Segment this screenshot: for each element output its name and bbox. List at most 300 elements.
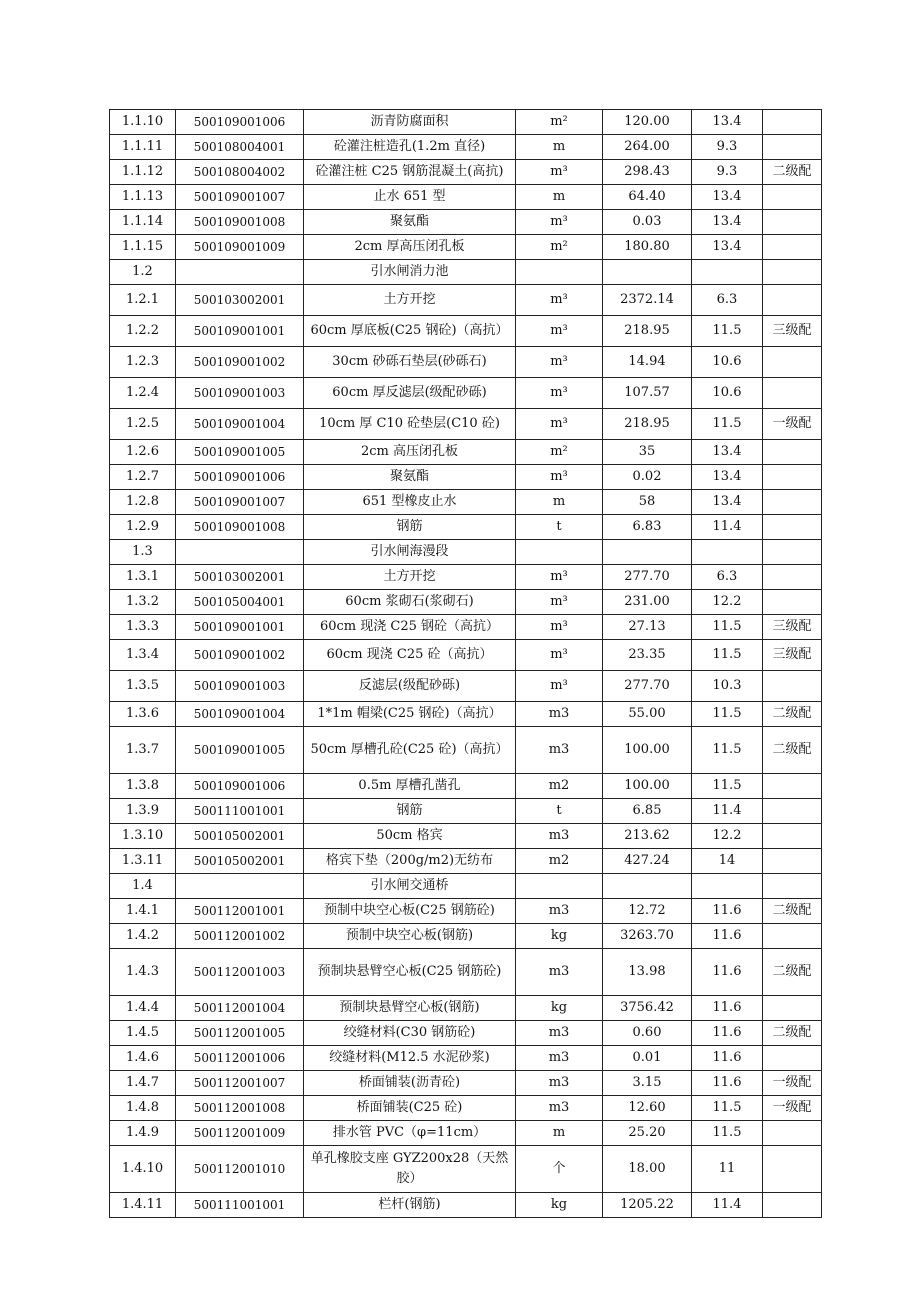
rate-cell: 9.3 [692,135,763,160]
item-code-cell: 500109001003 [176,671,304,702]
table-row [110,409,822,440]
table-row [110,899,822,924]
unit-cell: t [516,799,603,824]
quantity-cell: 14.94 [603,347,692,378]
item-name-cell: 止水 651 型 [304,185,516,210]
note-cell [763,378,822,409]
unit-cell [516,874,603,899]
unit-cell: m³ [516,160,603,185]
rate-cell: 6.3 [692,565,763,590]
item-no-cell: 1.1.11 [110,135,176,160]
table-row [110,774,822,799]
unit-cell: m3 [516,899,603,924]
item-code-cell [176,260,304,285]
note-cell [763,774,822,799]
unit-cell: m3 [516,1071,603,1096]
rate-cell: 13.4 [692,465,763,490]
unit-cell: m³ [516,615,603,640]
item-code-cell: 500108004002 [176,160,304,185]
unit-cell: t [516,515,603,540]
quantity-cell: 0.03 [603,210,692,235]
item-name-cell: 0.5m 厚槽孔凿孔 [304,774,516,799]
item-no-cell: 1.4.5 [110,1021,176,1046]
table-row [110,565,822,590]
quantity-cell: 218.95 [603,409,692,440]
note-cell [763,1193,822,1218]
item-no-cell: 1.3.1 [110,565,176,590]
unit-cell: m3 [516,1046,603,1071]
rate-cell: 11.4 [692,1193,763,1218]
table-row [110,347,822,378]
item-code-cell: 500112001008 [176,1096,304,1121]
item-name-cell: 60cm 厚底板(C25 钢砼)（高抗） [304,316,516,347]
item-no-cell: 1.4.9 [110,1121,176,1146]
unit-cell [516,260,603,285]
quantity-cell: 18.00 [603,1146,692,1193]
unit-cell: m2 [516,774,603,799]
item-name-cell: 绞缝材料(C30 钢筋砼) [304,1021,516,1046]
rate-cell: 10.6 [692,347,763,378]
item-no-cell: 1.4.10 [110,1146,176,1193]
note-cell [763,849,822,874]
item-code-cell: 500109001004 [176,702,304,727]
unit-cell [516,540,603,565]
quantity-cell: 25.20 [603,1121,692,1146]
table-row [110,615,822,640]
table-row [110,440,822,465]
item-name-cell: 引水闸消力池 [304,260,516,285]
item-name-cell: 预制块悬臂空心板(钢筋) [304,996,516,1021]
quantity-cell: 55.00 [603,702,692,727]
item-no-cell: 1.2.9 [110,515,176,540]
item-no-cell: 1.4.1 [110,899,176,924]
item-name-cell: 砼灌注桩造孔(1.2m 直径) [304,135,516,160]
quantity-cell: 277.70 [603,565,692,590]
item-no-cell: 1.2 [110,260,176,285]
rate-cell: 11.6 [692,1071,763,1096]
item-no-cell: 1.1.13 [110,185,176,210]
quantity-cell: 64.40 [603,185,692,210]
item-code-cell: 500105004001 [176,590,304,615]
unit-cell: m³ [516,465,603,490]
item-name-cell: 2cm 高压闭孔板 [304,440,516,465]
table-row [110,1046,822,1071]
item-code-cell: 500109001003 [176,378,304,409]
item-no-cell: 1.3.9 [110,799,176,824]
item-code-cell: 500111001001 [176,1193,304,1218]
quantity-cell: 264.00 [603,135,692,160]
item-code-cell: 500109001006 [176,774,304,799]
rate-cell: 13.4 [692,210,763,235]
item-name-cell: 50cm 厚槽孔砼(C25 砼)（高抗） [304,727,516,774]
item-no-cell: 1.4.2 [110,924,176,949]
unit-cell: m3 [516,727,603,774]
note-cell: 三级配 [763,316,822,347]
item-name-cell: 引水闸海漫段 [304,540,516,565]
note-cell: 一级配 [763,1096,822,1121]
item-name-cell: 引水闸交通桥 [304,874,516,899]
table-row [110,1021,822,1046]
quantity-cell: 2372.14 [603,285,692,316]
item-code-cell: 500103002001 [176,285,304,316]
item-no-cell: 1.4.8 [110,1096,176,1121]
rate-cell: 12.2 [692,590,763,615]
unit-cell: m³ [516,210,603,235]
item-name-cell: 绞缝材料(M12.5 水泥砂浆) [304,1046,516,1071]
item-no-cell: 1.2.6 [110,440,176,465]
unit-cell: m3 [516,1021,603,1046]
item-name-cell: 651 型橡皮止水 [304,490,516,515]
item-name-cell: 2cm 厚高压闭孔板 [304,235,516,260]
unit-cell: m3 [516,949,603,996]
unit-cell: m [516,135,603,160]
note-cell [763,824,822,849]
note-cell [763,590,822,615]
item-code-cell: 500109001004 [176,409,304,440]
table-row [110,316,822,347]
item-no-cell: 1.4.3 [110,949,176,996]
item-code-cell [176,874,304,899]
item-name-cell: 预制中块空心板(C25 钢筋砼) [304,899,516,924]
note-cell [763,440,822,465]
quantity-cell: 231.00 [603,590,692,615]
item-name-cell: 沥青防腐面积 [304,110,516,135]
unit-cell: m³ [516,640,603,671]
rate-cell: 13.4 [692,490,763,515]
item-code-cell: 500109001005 [176,440,304,465]
note-cell [763,185,822,210]
quantity-cell: 6.83 [603,515,692,540]
rate-cell [692,260,763,285]
item-no-cell: 1.1.14 [110,210,176,235]
table-row [110,540,822,565]
item-code-cell: 500112001007 [176,1071,304,1096]
table-body [110,110,822,1218]
quantity-cell: 3756.42 [603,996,692,1021]
quantity-cell: 107.57 [603,378,692,409]
item-no-cell: 1.1.10 [110,110,176,135]
note-cell: 一级配 [763,409,822,440]
unit-cell: m² [516,110,603,135]
item-code-cell: 500112001005 [176,1021,304,1046]
item-name-cell: 10cm 厚 C10 砼垫层(C10 砼) [304,409,516,440]
item-name-cell: 60cm 现浇 C25 钢砼（高抗） [304,615,516,640]
unit-cell: m3 [516,702,603,727]
unit-cell: m [516,490,603,515]
quantity-cell: 12.60 [603,1096,692,1121]
item-no-cell: 1.2.5 [110,409,176,440]
note-cell: 二级配 [763,949,822,996]
item-name-cell: 单孔橡胶支座 GYZ200x28（天然胶） [304,1146,516,1193]
item-no-cell: 1.3.5 [110,671,176,702]
item-no-cell: 1.2.2 [110,316,176,347]
table-row [110,515,822,540]
item-name-cell: 砼灌注桩 C25 钢筋混凝土(高抗) [304,160,516,185]
unit-cell: m³ [516,285,603,316]
rate-cell: 11.5 [692,615,763,640]
item-no-cell: 1.2.7 [110,465,176,490]
quantity-cell: 180.80 [603,235,692,260]
note-cell [763,874,822,899]
item-no-cell: 1.2.4 [110,378,176,409]
table-row [110,671,822,702]
unit-cell: kg [516,924,603,949]
note-cell [763,285,822,316]
note-cell: 二级配 [763,1021,822,1046]
table-row [110,996,822,1021]
item-code-cell: 500109001001 [176,615,304,640]
table-row [110,185,822,210]
table-row [110,727,822,774]
item-name-cell: 预制中块空心板(钢筋) [304,924,516,949]
note-cell: 二级配 [763,160,822,185]
quantity-cell: 427.24 [603,849,692,874]
rate-cell: 13.4 [692,235,763,260]
item-no-cell: 1.3.4 [110,640,176,671]
table-row [110,924,822,949]
item-no-cell: 1.3.2 [110,590,176,615]
quantity-cell: 100.00 [603,727,692,774]
rate-cell: 13.4 [692,440,763,465]
item-name-cell: 60cm 浆砌石(浆砌石) [304,590,516,615]
rate-cell: 11.5 [692,702,763,727]
item-name-cell: 1*1m 帽梁(C25 钢砼)（高抗） [304,702,516,727]
note-cell [763,565,822,590]
item-no-cell: 1.4.4 [110,996,176,1021]
rate-cell: 11.5 [692,640,763,671]
table-row [110,285,822,316]
rate-cell [692,874,763,899]
rate-cell [692,540,763,565]
rate-cell: 11.5 [692,316,763,347]
unit-cell: m³ [516,409,603,440]
item-name-cell: 格宾下垫（200g/m2)无纺布 [304,849,516,874]
rate-cell: 11.5 [692,1096,763,1121]
item-name-cell: 预制块悬臂空心板(C25 钢筋砼) [304,949,516,996]
rate-cell: 11.5 [692,409,763,440]
quantity-cell: 0.02 [603,465,692,490]
quantity-cell: 218.95 [603,316,692,347]
note-cell [763,1046,822,1071]
quantity-cell: 100.00 [603,774,692,799]
item-name-cell: 50cm 格宾 [304,824,516,849]
quantity-cell: 120.00 [603,110,692,135]
item-code-cell: 500109001002 [176,347,304,378]
item-name-cell: 反滤层(级配砂砾) [304,671,516,702]
note-cell [763,1146,822,1193]
quantity-cell: 58 [603,490,692,515]
item-no-cell: 1.4.11 [110,1193,176,1218]
unit-cell: m² [516,235,603,260]
item-code-cell: 500105002001 [176,824,304,849]
item-no-cell: 1.1.15 [110,235,176,260]
item-name-cell: 排水管 PVC（φ=11cm） [304,1121,516,1146]
quantity-cell: 6.85 [603,799,692,824]
rate-cell: 11.5 [692,1121,763,1146]
item-no-cell: 1.3.8 [110,774,176,799]
quantity-cell: 3.15 [603,1071,692,1096]
table-row [110,160,822,185]
table-row [110,799,822,824]
item-code-cell [176,540,304,565]
unit-cell: 个 [516,1146,603,1193]
note-cell [763,799,822,824]
table-row [110,110,822,135]
note-cell [763,924,822,949]
table-row [110,1146,822,1193]
item-code-cell: 500109001005 [176,727,304,774]
item-code-cell: 500108004001 [176,135,304,160]
unit-cell: m3 [516,824,603,849]
rate-cell: 11.5 [692,727,763,774]
quantity-cell: 3263.70 [603,924,692,949]
table-row [110,210,822,235]
rate-cell: 11.6 [692,899,763,924]
unit-cell: m [516,185,603,210]
item-code-cell: 500109001009 [176,235,304,260]
note-cell [763,515,822,540]
rate-cell: 11.6 [692,1021,763,1046]
item-name-cell: 60cm 厚反滤层(级配砂砾) [304,378,516,409]
quantity-cell: 12.72 [603,899,692,924]
item-name-cell: 土方开挖 [304,285,516,316]
table-row [110,590,822,615]
unit-cell: m2 [516,849,603,874]
table-row [110,1121,822,1146]
item-code-cell: 500112001006 [176,1046,304,1071]
quantity-cell: 213.62 [603,824,692,849]
item-code-cell: 500111001001 [176,799,304,824]
item-code-cell: 500109001006 [176,465,304,490]
note-cell [763,996,822,1021]
item-name-cell: 60cm 现浇 C25 砼（高抗） [304,640,516,671]
rate-cell: 11.6 [692,1046,763,1071]
note-cell: 三级配 [763,640,822,671]
rate-cell: 6.3 [692,285,763,316]
item-name-cell: 栏杆(钢筋) [304,1193,516,1218]
unit-cell: m² [516,440,603,465]
item-no-cell: 1.3.11 [110,849,176,874]
rate-cell: 11.5 [692,774,763,799]
rate-cell: 11.6 [692,949,763,996]
item-name-cell: 聚氨酯 [304,210,516,235]
note-cell [763,540,822,565]
table-row [110,824,822,849]
item-name-cell: 聚氨酯 [304,465,516,490]
note-cell: 一级配 [763,1071,822,1096]
quantity-table [109,109,822,1218]
table-row [110,490,822,515]
rate-cell: 11.4 [692,799,763,824]
quantity-cell: 298.43 [603,160,692,185]
item-no-cell: 1.3.10 [110,824,176,849]
item-code-cell: 500112001002 [176,924,304,949]
rate-cell: 11.6 [692,924,763,949]
table-row [110,640,822,671]
item-code-cell: 500112001009 [176,1121,304,1146]
quantity-cell: 35 [603,440,692,465]
item-no-cell: 1.2.8 [110,490,176,515]
note-cell [763,110,822,135]
item-code-cell: 500109001008 [176,515,304,540]
item-code-cell: 500109001007 [176,490,304,515]
note-cell [763,490,822,515]
rate-cell: 14 [692,849,763,874]
quantity-cell: 277.70 [603,671,692,702]
table-row [110,949,822,996]
unit-cell: m³ [516,565,603,590]
table-row [110,135,822,160]
rate-cell: 10.3 [692,671,763,702]
item-no-cell: 1.1.12 [110,160,176,185]
note-cell [763,671,822,702]
table-row [110,874,822,899]
note-cell [763,1121,822,1146]
quantity-cell [603,260,692,285]
item-code-cell: 500112001003 [176,949,304,996]
table-row [110,849,822,874]
rate-cell: 10.6 [692,378,763,409]
unit-cell: m³ [516,347,603,378]
item-name-cell: 钢筋 [304,799,516,824]
rate-cell: 11.4 [692,515,763,540]
item-name-cell: 土方开挖 [304,565,516,590]
note-cell: 三级配 [763,615,822,640]
table-row [110,378,822,409]
item-no-cell: 1.4.6 [110,1046,176,1071]
item-name-cell: 桥面铺装(C25 砼) [304,1096,516,1121]
table-row [110,1096,822,1121]
rate-cell: 13.4 [692,185,763,210]
note-cell [763,235,822,260]
unit-cell: m [516,1121,603,1146]
item-code-cell: 500109001007 [176,185,304,210]
item-code-cell: 500109001006 [176,110,304,135]
rate-cell: 9.3 [692,160,763,185]
item-code-cell: 500109001001 [176,316,304,347]
table-row [110,235,822,260]
item-code-cell: 500109001002 [176,640,304,671]
note-cell [763,465,822,490]
quantity-cell: 0.60 [603,1021,692,1046]
table-row [110,702,822,727]
unit-cell: m³ [516,316,603,347]
quantity-cell: 0.01 [603,1046,692,1071]
item-no-cell: 1.3 [110,540,176,565]
item-code-cell: 500109001008 [176,210,304,235]
note-cell: 二级配 [763,727,822,774]
item-code-cell: 500103002001 [176,565,304,590]
rate-cell: 11.6 [692,996,763,1021]
quantity-cell [603,540,692,565]
item-no-cell: 1.2.1 [110,285,176,316]
table-row [110,260,822,285]
item-no-cell: 1.4 [110,874,176,899]
item-name-cell: 30cm 砂砾石垫层(砂砾石) [304,347,516,378]
quantity-cell: 1205.22 [603,1193,692,1218]
item-no-cell: 1.3.3 [110,615,176,640]
quantity-cell: 23.35 [603,640,692,671]
note-cell [763,347,822,378]
item-no-cell: 1.3.6 [110,702,176,727]
item-name-cell: 桥面铺装(沥青砼) [304,1071,516,1096]
note-cell: 二级配 [763,899,822,924]
item-code-cell: 500112001001 [176,899,304,924]
item-code-cell: 500112001010 [176,1146,304,1193]
item-code-cell: 500112001004 [176,996,304,1021]
quantity-cell [603,874,692,899]
rate-cell: 11 [692,1146,763,1193]
